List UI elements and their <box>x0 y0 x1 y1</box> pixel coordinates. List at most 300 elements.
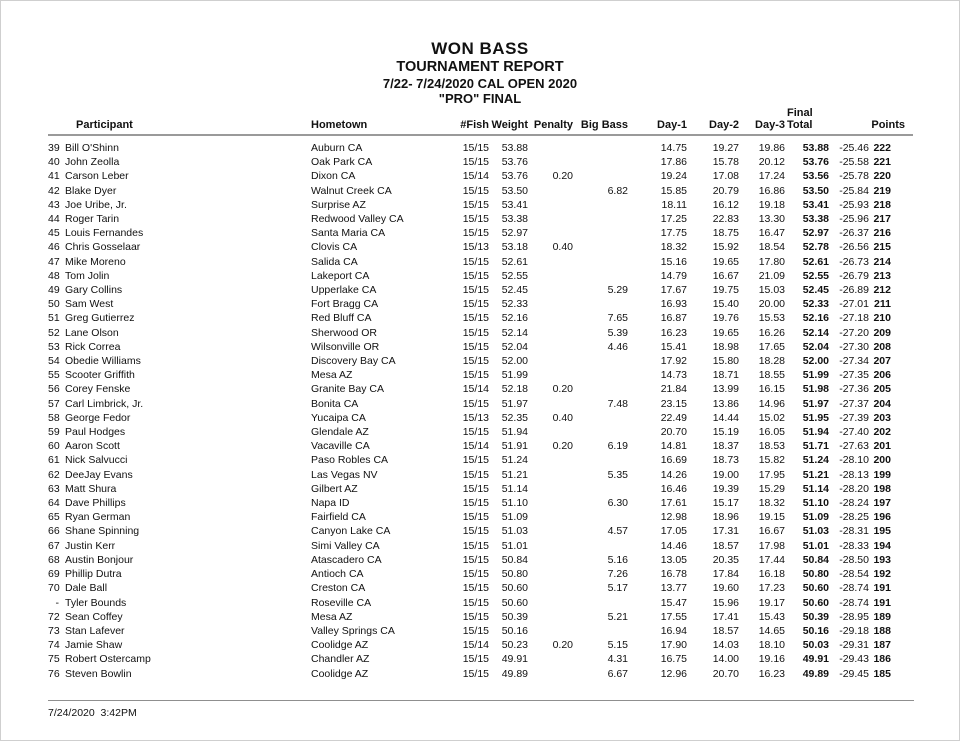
final-total-cell: 51.94 <box>802 426 829 439</box>
weight-cell: 52.33 <box>501 298 528 311</box>
footer-rule <box>48 700 914 701</box>
big-bass-cell <box>573 425 628 439</box>
day2-cell: 15.78 <box>712 156 739 169</box>
header-row <box>48 93 913 135</box>
points-cell: 221 <box>873 156 891 169</box>
final-total-cell: 52.00 <box>802 355 829 368</box>
hometown-cell: Paso Robles CA <box>311 454 389 467</box>
final-total-cell: 51.14 <box>802 482 829 495</box>
diff-cell: -28.95 <box>839 610 869 623</box>
table-row <box>48 198 913 212</box>
day1-cell: 19.24 <box>660 170 687 183</box>
hometown-cell: Simi Valley CA <box>311 539 380 552</box>
rank-cell: 51 <box>48 312 60 325</box>
weight-cell: 50.80 <box>501 568 528 581</box>
big-bass-cell <box>573 240 628 254</box>
hometown-cell: Mesa AZ <box>311 610 353 623</box>
table-row <box>48 496 913 510</box>
points-cell: 210 <box>873 312 891 325</box>
diff-cell: -27.39 <box>839 411 869 424</box>
final-total-cell: 50.60 <box>802 582 829 595</box>
final-total-cell: 52.14 <box>802 326 829 339</box>
fish-cell: 15/15 <box>462 610 489 623</box>
points-cell: 220 <box>873 170 891 183</box>
day1-cell: 14.73 <box>660 369 687 382</box>
weight-cell: 50.16 <box>501 624 528 637</box>
weight-cell: 51.03 <box>501 525 528 538</box>
day1-cell: 16.87 <box>660 312 687 325</box>
participant-cell: Greg Gutierrez <box>65 312 135 325</box>
day2-cell: 19.60 <box>712 582 739 595</box>
diff-cell: -29.18 <box>839 624 869 637</box>
hometown-cell: Coolidge AZ <box>311 639 369 652</box>
diff-cell: -25.58 <box>839 156 869 169</box>
points-cell: 213 <box>873 269 891 282</box>
big-bass-cell: 6.19 <box>607 440 628 453</box>
final-total-cell: 52.33 <box>802 298 829 311</box>
weight-cell: 52.18 <box>501 383 528 396</box>
penalty-cell <box>528 496 573 510</box>
day2-cell: 15.40 <box>712 298 739 311</box>
day2-cell: 18.75 <box>712 227 739 240</box>
fish-cell: 15/15 <box>462 497 489 510</box>
day2-cell: 18.98 <box>712 340 739 353</box>
final-total-cell: 52.04 <box>802 340 829 353</box>
diff-cell: -27.18 <box>839 312 869 325</box>
penalty-cell <box>528 326 573 340</box>
penalty-cell <box>528 184 573 198</box>
day2-cell: 18.57 <box>712 539 739 552</box>
rank-cell: 61 <box>48 454 60 467</box>
fish-cell: 15/15 <box>462 454 489 467</box>
fish-cell: 15/15 <box>462 255 489 268</box>
table-row <box>48 212 913 226</box>
participant-cell: Robert Ostercamp <box>65 653 151 666</box>
rank-cell: 70 <box>48 582 60 595</box>
big-bass-cell <box>573 453 628 467</box>
big-bass-cell: 7.26 <box>607 568 628 581</box>
day3-cell: 20.00 <box>758 298 785 311</box>
points-cell: 209 <box>873 326 891 339</box>
participant-cell: DeeJay Evans <box>65 468 133 481</box>
big-bass-cell: 5.16 <box>607 553 628 566</box>
final-total-cell: 50.03 <box>802 639 829 652</box>
day2-cell: 15.92 <box>712 241 739 254</box>
rank-cell: 64 <box>48 497 60 510</box>
day3-cell: 13.30 <box>758 213 785 226</box>
diff-cell: -25.46 <box>839 142 869 154</box>
day3-cell: 18.32 <box>758 497 785 510</box>
day2-cell: 18.37 <box>712 440 739 453</box>
rank-cell: 60 <box>48 440 60 453</box>
participant-cell: Louis Fernandes <box>65 227 144 240</box>
results-table <box>48 93 913 681</box>
day3-cell: 19.15 <box>758 511 785 524</box>
day1-cell: 14.46 <box>660 539 687 552</box>
day3-cell: 17.65 <box>758 340 785 353</box>
points-cell: 199 <box>873 468 891 481</box>
hometown-cell: Glendale AZ <box>311 426 369 439</box>
points-cell: 217 <box>873 213 891 226</box>
day2-cell: 19.00 <box>712 468 739 481</box>
hometown-cell: Creston CA <box>311 582 366 595</box>
day2-cell: 18.73 <box>712 454 739 467</box>
day2-cell: 14.03 <box>712 639 739 652</box>
day2-cell: 20.35 <box>712 553 739 566</box>
big-bass-cell <box>573 368 628 382</box>
penalty-cell <box>528 226 573 240</box>
final-total-cell: 53.76 <box>802 156 829 169</box>
rank-cell: 47 <box>48 255 60 268</box>
participant-cell: Jamie Shaw <box>65 639 123 652</box>
day3-cell: 18.53 <box>758 440 785 453</box>
table-row <box>48 425 913 439</box>
final-total-cell: 52.45 <box>802 284 829 297</box>
penalty-cell <box>528 397 573 411</box>
day2-cell: 15.80 <box>712 355 739 368</box>
fish-cell: 15/15 <box>462 198 489 211</box>
fish-cell: 15/15 <box>462 369 489 382</box>
day3-cell: 16.67 <box>758 525 785 538</box>
final-total-cell: 50.16 <box>802 624 829 637</box>
table-row <box>48 135 913 155</box>
diff-cell: -29.31 <box>839 639 869 652</box>
day2-cell: 15.17 <box>712 497 739 510</box>
weight-cell: 53.76 <box>501 156 528 169</box>
weight-cell: 52.61 <box>501 255 528 268</box>
final-total-cell: 53.50 <box>802 184 829 197</box>
day1-cell: 13.77 <box>660 582 687 595</box>
points-cell: 201 <box>873 440 891 453</box>
day1-cell: 16.69 <box>660 454 687 467</box>
diff-cell: -27.40 <box>839 426 869 439</box>
day1-cell: 17.75 <box>660 227 687 240</box>
fish-cell: 15/15 <box>462 511 489 524</box>
day2-cell: 18.96 <box>712 511 739 524</box>
points-cell: 186 <box>873 653 891 666</box>
rank-cell: 67 <box>48 539 60 552</box>
day3-cell: 18.28 <box>758 355 785 368</box>
penalty-cell <box>528 340 573 354</box>
rank-cell: 48 <box>48 269 60 282</box>
diff-cell: -28.50 <box>839 553 869 566</box>
participant-cell: Paul Hodges <box>65 426 126 439</box>
header-diff <box>829 93 869 135</box>
big-bass-cell <box>573 624 628 638</box>
diff-cell: -28.25 <box>839 511 869 524</box>
day3-cell: 16.15 <box>758 383 785 396</box>
participant-cell: Sam West <box>65 298 114 311</box>
big-bass-cell: 7.65 <box>607 312 628 325</box>
points-cell: 214 <box>873 255 891 268</box>
table-row <box>48 255 913 269</box>
final-total-cell: 51.97 <box>802 397 829 410</box>
rank-cell: 68 <box>48 553 60 566</box>
hometown-cell: Discovery Bay CA <box>311 355 396 368</box>
final-total-cell: 49.89 <box>802 667 829 680</box>
day2-cell: 14.00 <box>712 653 739 666</box>
points-cell: 195 <box>873 525 891 538</box>
penalty-cell <box>528 624 573 638</box>
fish-cell: 15/15 <box>462 269 489 282</box>
hometown-cell: Atascadero CA <box>311 553 382 566</box>
hometown-cell: Dixon CA <box>311 170 356 183</box>
hometown-cell: Surprise AZ <box>311 198 366 211</box>
weight-cell: 50.60 <box>501 596 528 609</box>
fish-cell: 15/15 <box>462 340 489 353</box>
final-total-cell: 51.24 <box>802 454 829 467</box>
report-date-line: 7/22- 7/24/2020 CAL OPEN 2020 <box>382 76 578 91</box>
weight-cell: 51.09 <box>501 511 528 524</box>
weight-cell: 51.24 <box>501 454 528 467</box>
day3-cell: 16.86 <box>758 184 785 197</box>
penalty-cell <box>528 652 573 666</box>
final-total-cell: 51.71 <box>802 440 829 453</box>
weight-cell: 52.97 <box>501 227 528 240</box>
final-total-cell: 52.97 <box>802 227 829 240</box>
participant-cell: Dave Phillips <box>65 497 126 510</box>
day2-cell: 19.75 <box>712 284 739 297</box>
footer-timestamp: 7/24/2020 3:42PM <box>48 707 137 719</box>
day1-cell: 15.16 <box>660 255 687 268</box>
participant-cell: Gary Collins <box>65 284 123 297</box>
points-cell: 193 <box>873 553 891 566</box>
participant-cell: Carl Limbrick, Jr. <box>65 397 144 410</box>
final-total-cell: 50.60 <box>802 596 829 609</box>
rank-cell: 49 <box>48 284 60 297</box>
day2-cell: 19.39 <box>712 482 739 495</box>
day1-cell: 17.55 <box>660 610 687 623</box>
rank-cell: 69 <box>48 568 60 581</box>
hometown-cell: Oak Park CA <box>311 156 373 169</box>
diff-cell: -25.96 <box>839 213 869 226</box>
fish-cell: 15/15 <box>462 284 489 297</box>
day3-cell: 16.05 <box>758 426 785 439</box>
points-cell: 222 <box>873 142 891 154</box>
penalty-cell <box>528 468 573 482</box>
day2-cell: 22.83 <box>712 213 739 226</box>
hometown-cell: Fort Bragg CA <box>311 298 379 311</box>
big-bass-cell: 5.29 <box>607 284 628 297</box>
fish-cell: 15/15 <box>462 142 489 154</box>
rank-cell: 73 <box>48 624 60 637</box>
weight-cell: 52.04 <box>501 340 528 353</box>
final-total-cell: 53.38 <box>802 213 829 226</box>
table-row <box>48 269 913 283</box>
participant-cell: Ryan German <box>65 511 131 524</box>
hometown-cell: Lakeport CA <box>311 269 370 282</box>
table-row <box>48 482 913 496</box>
diff-cell: -28.31 <box>839 525 869 538</box>
header-final-total <box>785 93 829 135</box>
table-row <box>48 283 913 297</box>
fish-cell: 15/13 <box>462 241 489 254</box>
big-bass-cell <box>573 510 628 524</box>
final-total-cell: 53.56 <box>802 170 829 183</box>
diff-cell: -28.24 <box>839 497 869 510</box>
day3-cell: 17.44 <box>758 553 785 566</box>
participant-cell: Bill O'Shinn <box>65 142 119 154</box>
table-row <box>48 240 913 254</box>
rank-cell: 75 <box>48 653 60 666</box>
final-total-cell: 52.16 <box>802 312 829 325</box>
day1-cell: 17.86 <box>660 156 687 169</box>
participant-cell: Stan Lafever <box>65 624 125 637</box>
fish-cell: 15/15 <box>462 525 489 538</box>
final-total-cell: 51.09 <box>802 511 829 524</box>
participant-cell: Obedie Williams <box>65 355 141 368</box>
penalty-cell <box>528 553 573 567</box>
hometown-cell: Las Vegas NV <box>311 468 378 481</box>
header-day3: Day-3 <box>739 93 785 135</box>
day2-cell: 14.44 <box>712 411 739 424</box>
day2-cell: 17.84 <box>712 568 739 581</box>
table-row <box>48 581 913 595</box>
header-participant: Participant <box>63 93 307 135</box>
diff-cell: -29.43 <box>839 653 869 666</box>
day2-cell: 18.57 <box>712 624 739 637</box>
day3-cell: 18.54 <box>758 241 785 254</box>
day3-cell: 15.82 <box>758 454 785 467</box>
day2-cell: 15.96 <box>712 596 739 609</box>
final-total-cell: 51.99 <box>802 369 829 382</box>
big-bass-cell: 6.30 <box>607 497 628 510</box>
fish-cell: 15/15 <box>462 653 489 666</box>
final-total-cell: 51.98 <box>802 383 829 396</box>
day3-cell: 16.18 <box>758 568 785 581</box>
fish-cell: 15/15 <box>462 582 489 595</box>
points-cell: 206 <box>873 369 891 382</box>
participant-cell: George Fedor <box>65 411 131 424</box>
hometown-cell: Antioch CA <box>311 568 364 581</box>
day2-cell: 15.19 <box>712 426 739 439</box>
points-cell: 197 <box>873 497 891 510</box>
diff-cell: -25.84 <box>839 184 869 197</box>
header-points: Points <box>869 93 913 135</box>
day3-cell: 19.18 <box>758 198 785 211</box>
hometown-cell: Sherwood OR <box>311 326 377 339</box>
rank-cell: 53 <box>48 340 60 353</box>
penalty-cell <box>528 425 573 439</box>
day3-cell: 15.02 <box>758 411 785 424</box>
big-bass-cell: 6.67 <box>607 667 628 680</box>
weight-cell: 51.10 <box>501 497 528 510</box>
day3-cell: 16.47 <box>758 227 785 240</box>
day3-cell: 18.55 <box>758 369 785 382</box>
weight-cell: 50.23 <box>501 639 528 652</box>
penalty-cell <box>528 212 573 226</box>
rank-cell: 39 <box>48 142 60 154</box>
table-row <box>48 667 913 681</box>
day1-cell: 15.85 <box>660 184 687 197</box>
hometown-cell: Canyon Lake CA <box>311 525 391 538</box>
hometown-cell: Coolidge AZ <box>311 667 369 680</box>
big-bass-cell <box>573 198 628 212</box>
diff-cell: -28.20 <box>839 482 869 495</box>
final-total-cell: 52.61 <box>802 255 829 268</box>
big-bass-cell: 5.39 <box>607 326 628 339</box>
points-cell: 194 <box>873 539 891 552</box>
penalty-cell <box>528 581 573 595</box>
diff-cell: -27.01 <box>839 298 869 311</box>
penalty-cell: 0.40 <box>552 241 573 254</box>
table-row <box>48 553 913 567</box>
penalty-cell <box>528 453 573 467</box>
rank-cell: 40 <box>48 156 60 169</box>
fish-cell: 15/15 <box>462 553 489 566</box>
header-final-line1: Final <box>787 107 813 119</box>
header-big-bass: Big Bass <box>573 93 628 135</box>
hometown-cell: Vacaville CA <box>311 440 370 453</box>
points-cell: 200 <box>873 454 891 467</box>
final-total-cell: 51.01 <box>802 539 829 552</box>
participant-cell: Matt Shura <box>65 482 117 495</box>
big-bass-cell <box>573 226 628 240</box>
table-row <box>48 539 913 553</box>
day1-cell: 14.75 <box>660 142 687 154</box>
day1-cell: 14.26 <box>660 468 687 481</box>
weight-cell: 51.91 <box>501 440 528 453</box>
fish-cell: 15/15 <box>462 397 489 410</box>
results-body <box>48 135 913 681</box>
day3-cell: 15.03 <box>758 284 785 297</box>
diff-cell: -25.78 <box>839 170 869 183</box>
diff-cell: -27.37 <box>839 397 869 410</box>
penalty-cell <box>528 510 573 524</box>
fish-cell: 15/15 <box>462 482 489 495</box>
header-fish: #Fish <box>441 93 489 135</box>
participant-cell: Mike Moreno <box>65 255 126 268</box>
diff-cell: -28.10 <box>839 454 869 467</box>
day3-cell: 19.86 <box>758 142 785 154</box>
participant-cell: Tyler Bounds <box>65 596 127 609</box>
table-row <box>48 382 913 396</box>
big-bass-cell <box>573 411 628 425</box>
weight-cell: 50.39 <box>501 610 528 623</box>
header-day1: Day-1 <box>628 93 687 135</box>
day3-cell: 19.16 <box>758 653 785 666</box>
day2-cell: 19.65 <box>712 255 739 268</box>
rank-cell: 62 <box>48 468 60 481</box>
hometown-cell: Clovis CA <box>311 241 358 254</box>
rank-cell: 44 <box>48 213 60 226</box>
big-bass-cell <box>573 482 628 496</box>
final-total-cell: 50.39 <box>802 610 829 623</box>
big-bass-cell <box>573 169 628 183</box>
day2-cell: 18.71 <box>712 369 739 382</box>
fish-cell: 15/15 <box>462 426 489 439</box>
fish-cell: 15/15 <box>462 227 489 240</box>
weight-cell: 51.94 <box>501 426 528 439</box>
participant-cell: Nick Salvucci <box>65 454 128 467</box>
penalty-cell <box>528 567 573 581</box>
diff-cell: -28.33 <box>839 539 869 552</box>
day1-cell: 16.46 <box>660 482 687 495</box>
points-cell: 202 <box>873 426 891 439</box>
big-bass-cell <box>573 596 628 610</box>
rank-cell: - <box>55 596 59 609</box>
hometown-cell: Mesa AZ <box>311 369 353 382</box>
weight-cell: 52.55 <box>501 269 528 282</box>
points-cell: 208 <box>873 340 891 353</box>
table-row <box>48 297 913 311</box>
header-rank <box>48 93 63 135</box>
fish-cell: 15/15 <box>462 298 489 311</box>
table-row <box>48 326 913 340</box>
rank-cell: 56 <box>48 383 60 396</box>
day1-cell: 16.78 <box>660 568 687 581</box>
participant-cell: Shane Spinning <box>65 525 140 538</box>
